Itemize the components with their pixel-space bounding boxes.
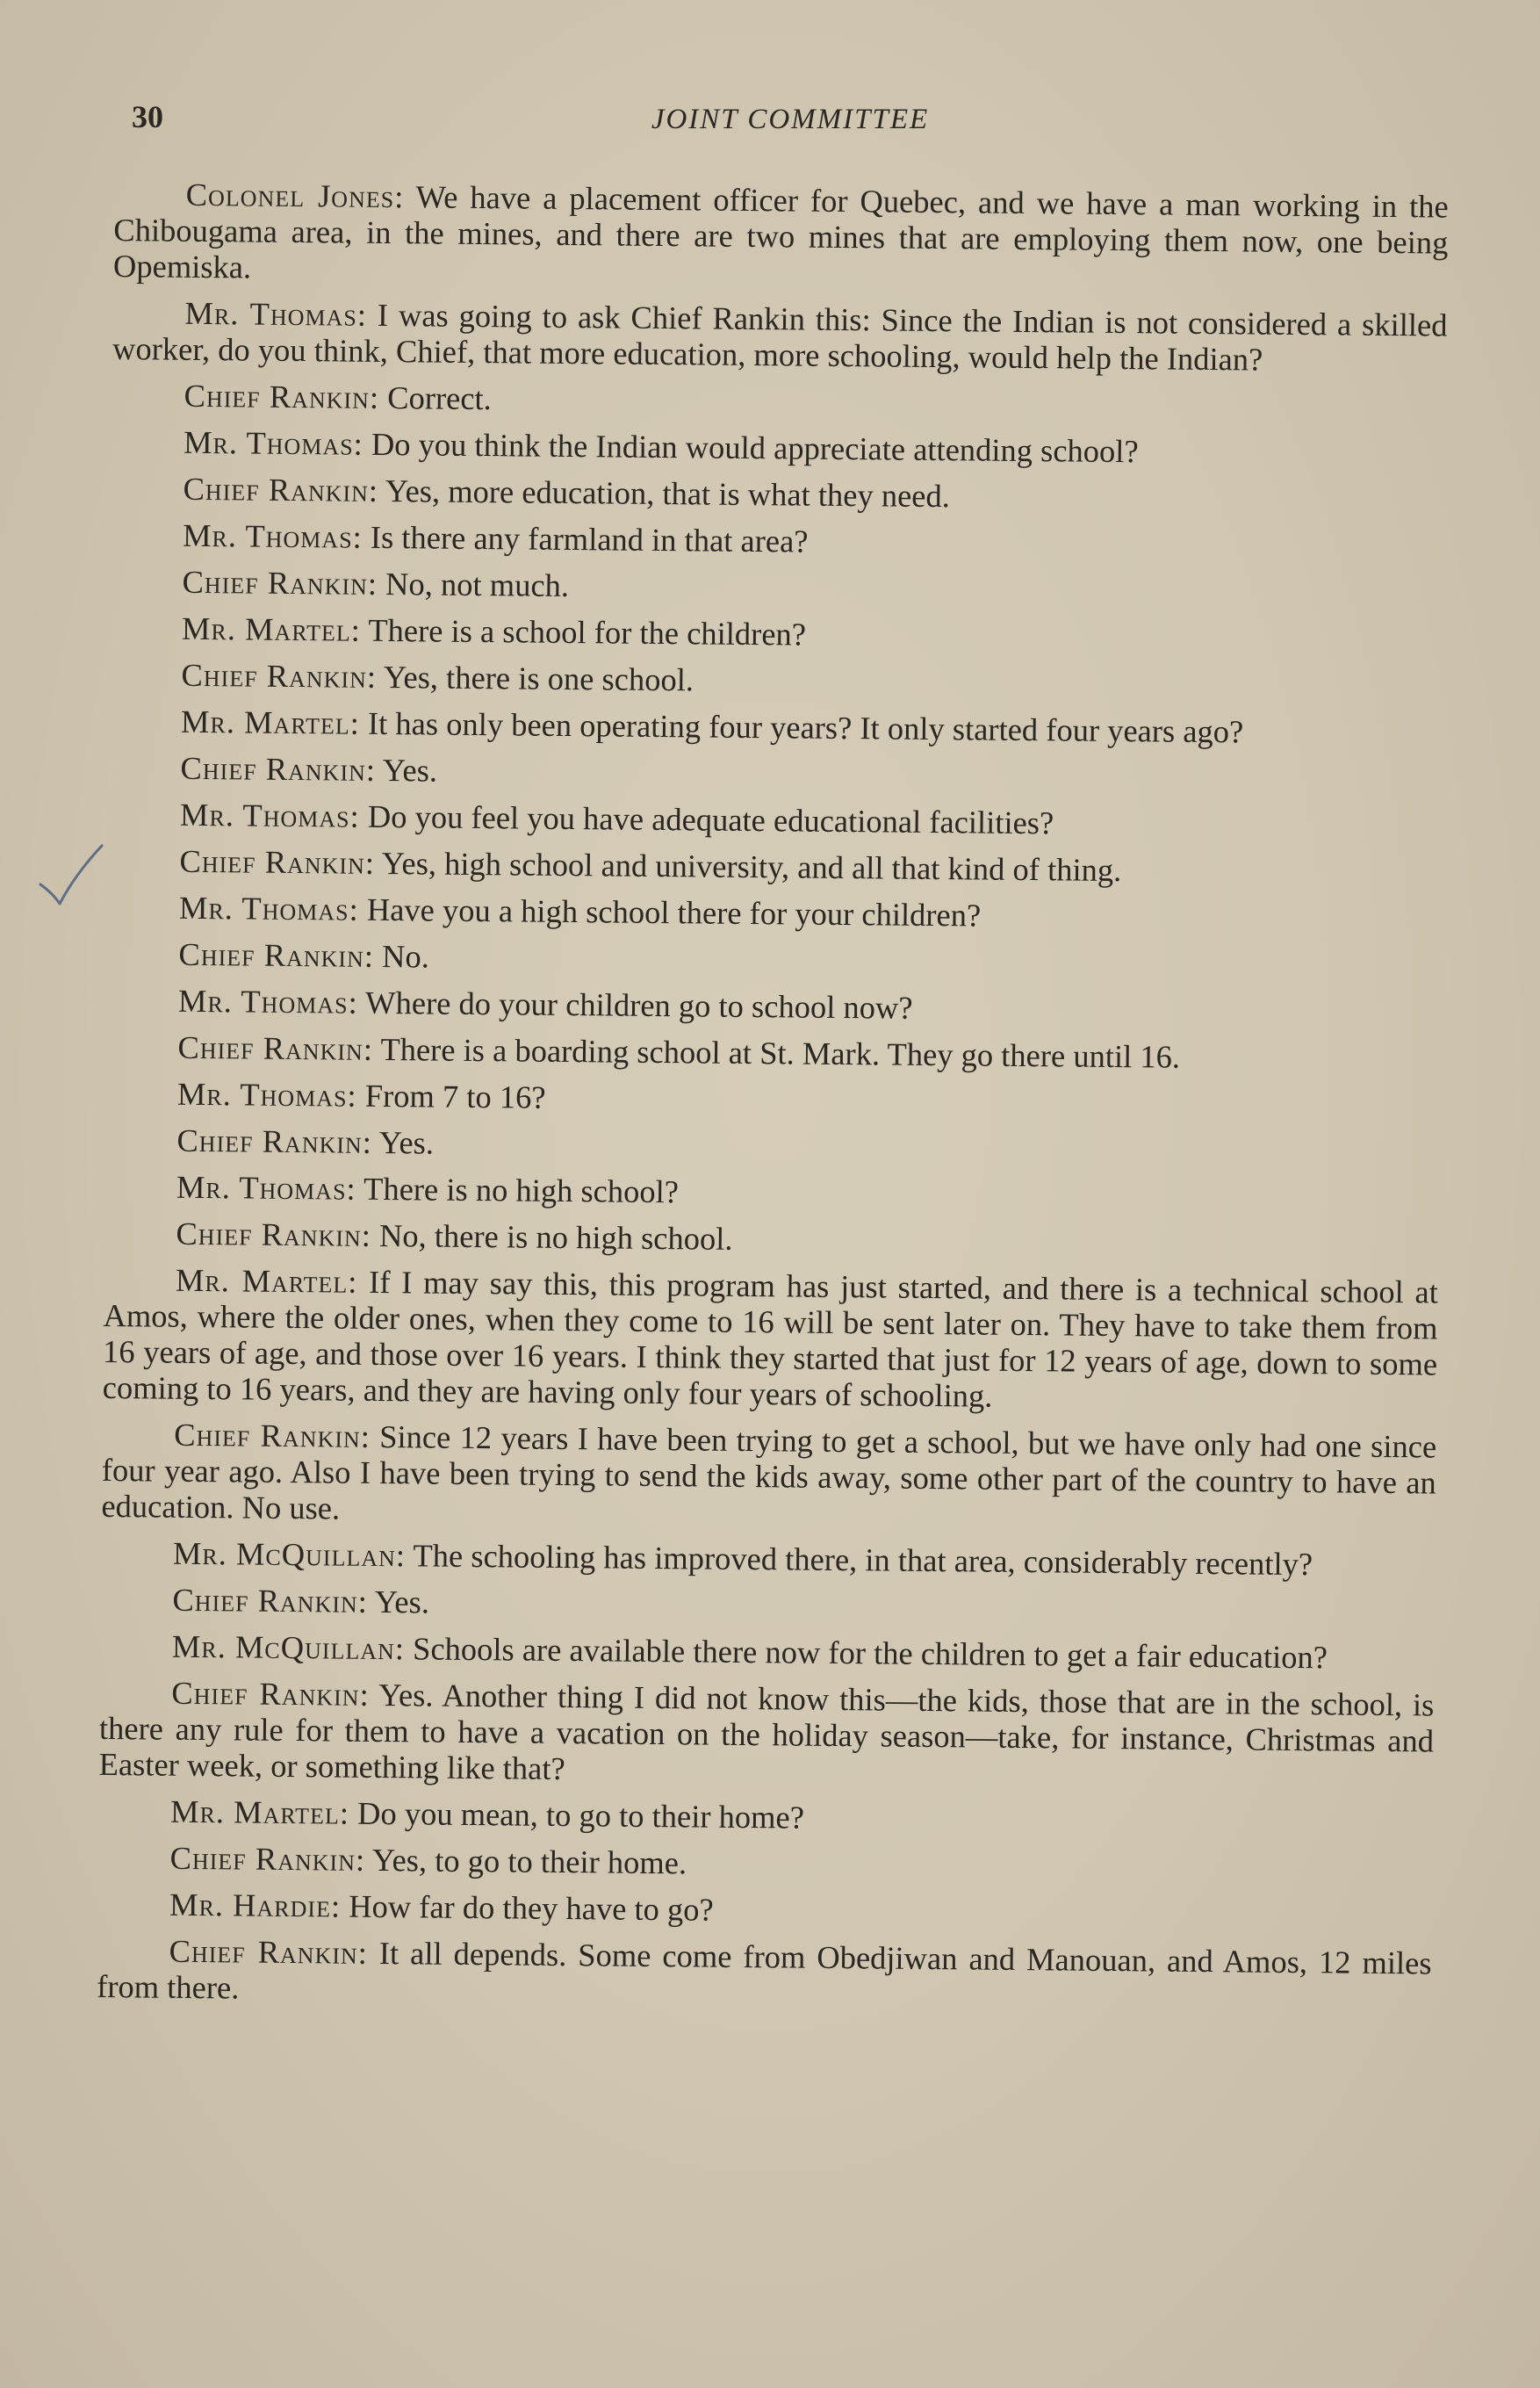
speaker-name: Chief Rankin:	[172, 1581, 369, 1620]
speech-text: Do you feel you have adequate educational facilities?	[367, 797, 1054, 841]
running-head: JOINT COMMITTEE	[651, 104, 930, 135]
speech-text: From 7 to 16?	[364, 1077, 546, 1115]
speaker-name: Mr. Thomas:	[182, 516, 363, 555]
dialogue-paragraph	[111, 470, 1445, 519]
dialogue-paragraph	[104, 1122, 1439, 1171]
speech-text: We have a placement officer for Quebec, and we have a man working in the Chibougama area, in the mines, and there are two mines that are employing them now, one being Opemiska.	[112, 178, 1449, 285]
speaker-name: Mr. Thomas:	[179, 796, 360, 834]
speech-text: No, not much.	[385, 565, 570, 603]
speaker-name: Chief Rankin:	[179, 842, 376, 881]
dialogue-paragraph	[109, 656, 1443, 705]
dialogue-paragraph	[108, 796, 1443, 845]
speaker-name: Chief Rankin:	[184, 377, 380, 415]
speaker-name: Chief Rankin:	[180, 749, 377, 788]
speech-text: It all depends. Some come from Obedjiwan and Manouan, and Amos, 12 miles from there.	[97, 1934, 1432, 2006]
speaker-name: Mr. Thomas:	[184, 294, 368, 333]
speech-text: There is no high school?	[363, 1170, 680, 1210]
dialogue-paragraph	[106, 935, 1441, 985]
dialogue-paragraph	[112, 423, 1446, 473]
speech-text: Yes, to go to their home.	[371, 1841, 687, 1881]
dialogue-paragraph	[113, 176, 1449, 297]
speech-text: Have you a high school there for your children?	[366, 891, 982, 934]
speaker-name: Chief Rankin:	[176, 1215, 372, 1253]
speech-text: It has only been operating four years? It only started four years ago?	[367, 704, 1244, 750]
dialogue-paragraph	[104, 1168, 1439, 1217]
speaker-name: Colonel Jones:	[185, 176, 405, 215]
speech-text: Yes.	[374, 1583, 430, 1620]
speaker-name: Mr. Martel:	[181, 610, 362, 648]
speaker-name: Mr. Thomas:	[176, 1168, 356, 1207]
dialogue-paragraph	[105, 1028, 1440, 1078]
speech-text: Where do your children go to school now?	[364, 984, 913, 1026]
speech-text: No.	[381, 937, 430, 975]
dialogue-paragraph	[107, 889, 1442, 938]
dialogue-paragraph	[106, 982, 1441, 1031]
speaker-name: Chief Rankin:	[174, 1416, 371, 1454]
dialogue-paragraph	[97, 1839, 1432, 1888]
dialogue-paragraph	[107, 842, 1442, 891]
dialogue-paragraph	[111, 516, 1445, 566]
speaker-name: Chief Rankin:	[171, 1674, 370, 1713]
dialogue-paragraph	[109, 703, 1443, 752]
dialogue-paragraph	[110, 563, 1444, 612]
speech-text: Is there any farmland in that area?	[370, 518, 809, 559]
speech-text: How far do they have to go?	[349, 1887, 714, 1928]
speaker-name: Mr. McQuillan:	[172, 1534, 407, 1574]
dialogue-paragraph	[103, 1261, 1439, 1418]
dialogue-paragraph	[97, 1886, 1432, 1935]
speaker-name: Mr. Martel:	[180, 703, 361, 741]
speaker-name: Chief Rankin:	[181, 656, 378, 695]
speech-text: Do you think the Indian would appreciate attending school?	[371, 425, 1139, 470]
dialogue-paragraph	[101, 1534, 1436, 1584]
speaker-name: Mr. Thomas:	[178, 889, 359, 927]
dialogue-paragraph	[98, 1674, 1434, 1795]
speaker-name: Mr. McQuillan:	[171, 1627, 406, 1667]
speech-text: No, there is no high school.	[378, 1216, 733, 1257]
speech-text: Correct.	[387, 379, 492, 417]
page-number: 30	[132, 99, 163, 134]
speaker-name: Mr. Hardie:	[169, 1886, 342, 1924]
speaker-name: Chief Rankin:	[178, 935, 375, 974]
speech-text: Yes.	[382, 751, 438, 789]
speech-text: Schools are available there now for the children to get a fair education?	[412, 1630, 1328, 1676]
dialogue-paragraph	[105, 1075, 1440, 1124]
speaker-name: Chief Rankin:	[169, 1932, 369, 1971]
speech-text: If I may say this, this program has just started, and there is a technical school at Amos, where the older ones, when they come to 16 will be sent later on. They have to take them from 16 years of age, and those over 16 years. I think they started that just for 12 years of age, down to some coming to 16 years, and they are having only four years of schooling.	[102, 1263, 1439, 1414]
speech-text: Since 12 years I have been trying to get a school, but we have only had one since four year ago. Also I have been trying to send the kids away, some other part of the country to have an education. No use.	[101, 1418, 1437, 1526]
speech-text: There is a boarding school at St. Mark. They go there until 16.	[380, 1030, 1181, 1075]
speaker-name: Mr. Martel:	[175, 1261, 358, 1300]
dialogue-paragraph	[112, 377, 1446, 426]
handwritten-checkmark-icon	[33, 839, 112, 918]
dialogue-paragraph	[98, 1793, 1433, 1842]
speaker-name: Chief Rankin:	[169, 1839, 366, 1878]
speech-text: There is a school for the children?	[368, 611, 807, 653]
speech-text: Yes, high school and university, and all that kind of thing.	[381, 844, 1122, 889]
speech-text: Yes, more education, that is what they need.	[385, 472, 951, 515]
dialogue-paragraph	[104, 1215, 1438, 1264]
dialogue-paragraph	[112, 294, 1448, 379]
dialogue-paragraph	[101, 1416, 1436, 1537]
speech-text: Yes, there is one school.	[383, 658, 694, 698]
speaker-name: Chief Rankin:	[177, 1028, 374, 1067]
speech-text: The schooling has improved there, in that area, considerably recently?	[413, 1537, 1313, 1583]
dialogue-paragraph	[110, 610, 1444, 659]
speech-text: Yes.	[378, 1123, 435, 1161]
speaker-name: Chief Rankin:	[176, 1122, 373, 1160]
dialogue-paragraph	[100, 1627, 1435, 1677]
speaker-name: Mr. Thomas:	[177, 982, 358, 1021]
page-header	[132, 98, 1449, 151]
transcript-body	[97, 176, 1449, 2027]
speaker-name: Chief Rankin:	[182, 563, 378, 602]
speaker-name: Mr. Martel:	[169, 1793, 350, 1831]
dialogue-paragraph	[97, 1932, 1432, 2017]
dialogue-paragraph	[100, 1581, 1435, 1630]
speaker-name: Chief Rankin:	[183, 470, 379, 509]
dialogue-paragraph	[108, 749, 1443, 798]
speech-text: Yes. Another thing I did not know this—the kids, those that are in the school, is there any rule for them to have a vacation on the holiday season—take, for instance, Christmas and Easter week, or something like that?	[98, 1676, 1435, 1787]
speech-text: I was going to ask Chief Rankin this: Since the Indian is not considered a skilled worker, do you think, Chief, that more education, more schooling, would help the Indian?	[112, 296, 1448, 378]
speaker-name: Mr. Thomas:	[183, 423, 364, 462]
speech-text: Do you mean, to go to their home?	[356, 1794, 805, 1836]
speaker-name: Mr. Thomas:	[176, 1075, 357, 1114]
